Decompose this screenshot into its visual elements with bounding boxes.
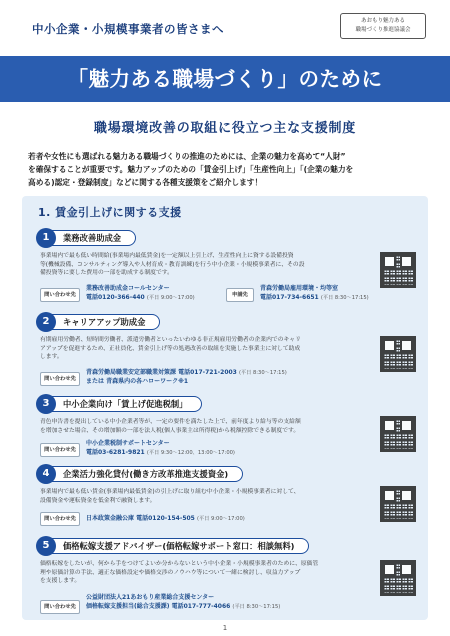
- qr-code-icon: [380, 560, 416, 596]
- section-title: 中小企業向け「賃上げ促進税制」: [44, 396, 202, 412]
- section-number: 2: [36, 312, 56, 332]
- desc-line: 有期雇用労働者、短時間労働者、派遣労働者といったいわゆる非正規雇用労働者の企業内でのキャリ: [40, 337, 301, 343]
- section-1: [36, 228, 420, 301]
- section-description: [40, 418, 360, 435]
- desc-line: 事業場内で最も低い時間給(事業場内最低賃金)を一定額以上引上げ、生産性向上に資する設備投資: [40, 253, 294, 259]
- desc-line: 事業場内で最も低い賃金(事業場内最低賃金)の引上げに取り組む中小企業・小規模事業者に対して、: [40, 489, 300, 495]
- desc-line: します。: [40, 354, 63, 361]
- section-title: 業務改善助成金: [44, 230, 136, 246]
- section-title: キャリアアップ助成金: [44, 314, 160, 330]
- contact-name: 青森労働局職業安定部職業対策課: [86, 369, 177, 376]
- apply-label: 申請先: [226, 288, 254, 302]
- intro-line-3: 高める)認定・登録制度」などに関する各種支援策をご紹介します！: [28, 178, 263, 187]
- contact-label: 問い合わせ先: [40, 512, 80, 526]
- section-description: [40, 560, 360, 586]
- contact-name: 中小企業税制サポートセンター: [86, 440, 170, 447]
- contact-name: 業務改善助成金コールセンター: [86, 285, 170, 292]
- contact-label: 問い合わせ先: [40, 372, 80, 386]
- apply-phone: [260, 294, 369, 302]
- page-number: 1: [222, 624, 228, 632]
- audience-text: 中小企業・小規模事業者の皆さまへ: [32, 22, 224, 36]
- organization-box: [340, 13, 426, 39]
- intro-line-2: を確保することが重要です。魅力アップのための「賃金引上げ」「生産性向上」「(企業の魅力を: [28, 165, 354, 174]
- contact-phone: [86, 449, 235, 457]
- contact-phone: [86, 603, 280, 611]
- section-description: [40, 252, 360, 278]
- qr-code-icon: [380, 486, 416, 522]
- hours-text: (平日 8:30～17:15): [320, 295, 369, 301]
- page-subtitle: 職場環境改善の取組に役立つ主な支援制度: [93, 121, 357, 136]
- org-line-1: あおもり魅力ある: [360, 18, 405, 24]
- section-number: 3: [36, 394, 56, 414]
- hours-text: (平日 8:30～17:15): [232, 604, 281, 610]
- panel-title: 1. 賃金引上げに関する支援: [38, 206, 182, 219]
- phone-number: 電話0120-154-505: [136, 515, 195, 522]
- phone-number: 電話017-734-6651: [260, 294, 319, 301]
- contact-name: 日本政策金融公庫: [86, 515, 135, 522]
- section-number: 5: [36, 536, 56, 556]
- desc-line: を支援します。: [40, 578, 81, 585]
- header-bar: [0, 0, 450, 56]
- hero-title: 「魅力ある職場づくり」のために: [0, 56, 450, 102]
- desc-line: 青色申告書を提出している中小企業者等が、一定の要件を満たした上で、前年度より給与等の支給額: [40, 419, 301, 425]
- desc-line: 設備資金や運転資金を低金利で融資します。: [40, 497, 156, 504]
- desc-line: アアップを促進するため、正社員化、賃金引上げ等の処遇改善の取組を実施した事業主に対して助成: [40, 345, 301, 352]
- contact-label: 問い合わせ先: [40, 600, 80, 614]
- contact-name: 公益財団法人21あおもり産業総合支援センター: [86, 594, 215, 601]
- qr-code-icon: [380, 416, 416, 452]
- desc-line: を増加させた場合、その増加額の一部を法人税(個人事業主は所得税)から税額控除できる制度です。: [40, 427, 300, 434]
- qr-code-icon: [380, 336, 416, 372]
- section-5: [36, 536, 420, 610]
- phone-number: 電話017-721-2003: [178, 369, 237, 376]
- contact-label: 問い合わせ先: [40, 443, 80, 457]
- hours-text: (平日 8:30～17:15): [238, 370, 287, 376]
- contact-phone: [86, 294, 195, 302]
- phone-number: 電話03-6281-9821: [86, 449, 145, 456]
- intro-text: [28, 150, 428, 189]
- desc-line: 等(機械設備、コンサルティング導入や人材育成・教育訓練)を行う中小企業・小規模事業者に、その設: [40, 261, 305, 268]
- hours-text: (平日 9:00～17:00): [146, 295, 195, 301]
- support-panel: [22, 196, 428, 620]
- contact-phone: [86, 515, 245, 523]
- section-description: [40, 336, 360, 362]
- section-title: 企業活力強化貸付(働き方改革推進支援資金): [44, 466, 243, 482]
- phone-number: 電話017-777-4066: [171, 603, 231, 610]
- apply-name: 青森労働局雇用環境・均等室: [260, 285, 339, 292]
- phone-number: 電話0120-366-440: [86, 294, 145, 301]
- section-3: [36, 394, 420, 456]
- contact-phone: [86, 369, 287, 377]
- contact-dept: 価格転嫁支援担当(総合支援課): [86, 603, 170, 610]
- qr-code-icon: [380, 252, 416, 288]
- contact-label: 問い合わせ先: [40, 288, 80, 302]
- desc-line: 価格転嫁をしたいが、何から手をつけてよいか分からないという中小企業・小規模事業者のために、原価管: [40, 561, 319, 567]
- section-number: 4: [36, 464, 56, 484]
- section-number: 1: [36, 228, 56, 248]
- desc-line: 理や原価計算の手法、適正な価格設定や価格交渉のノウハウ等について一緒に検討し、収益力アップ: [40, 569, 301, 576]
- section-2: [36, 312, 420, 385]
- desc-line: 備投資等に要した費用の一部を助成する制度です。: [40, 270, 173, 277]
- section-description: [40, 488, 360, 505]
- intro-line-1: 若者や女性にも選ばれる魅力ある職場づくりの推進のためには、企業の魅力を高めて“人財”: [28, 152, 346, 161]
- section-title: 価格転嫁支援アドバイザー(価格転嫁サポート窓口：相談無料): [44, 538, 309, 554]
- hours-text: (平日 9:30～12:00、13:00～17:00): [146, 450, 235, 456]
- org-line-2: 職場づくり推進協議会: [355, 27, 411, 33]
- section-4: [36, 464, 420, 522]
- hours-text: (平日 9:00～17:00): [196, 516, 245, 522]
- contact-extra: または 青森県内の各ハローワーク※1: [86, 378, 189, 385]
